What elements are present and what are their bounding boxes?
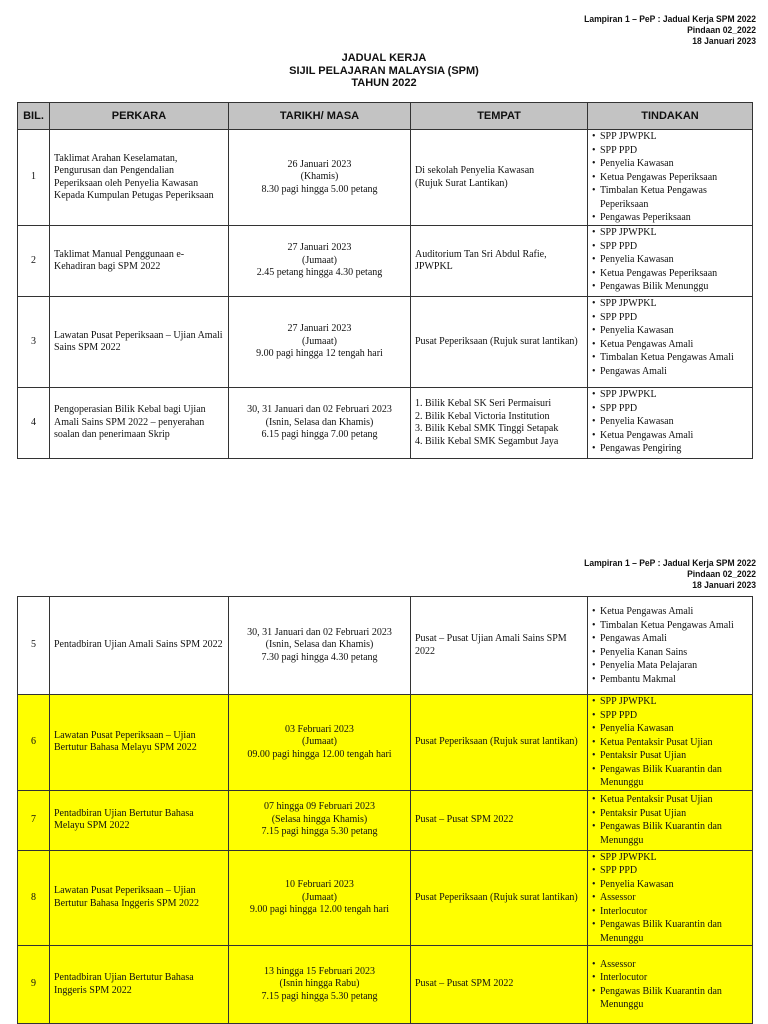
tempat-line: Auditorium Tan Sri Abdul Rafie, JPWPKL	[415, 248, 547, 272]
masa-line: (Selasa hingga Khamis)	[271, 813, 368, 825]
title-line1: JADUAL KERJA	[341, 52, 427, 64]
tempat-cell	[411, 297, 588, 388]
tempat-line: 3. Bilik Kebal SMK Tinggi Setapak	[415, 423, 559, 434]
masa-line: 07 hingga 09 Februari 2023	[263, 801, 376, 813]
row-number: 8	[18, 850, 50, 946]
tindakan-list	[591, 958, 749, 1012]
tarikh-masa-cell	[229, 388, 411, 459]
table-row	[18, 597, 753, 695]
tindakan-item: • Ketua Pengawas Peperiksaan	[591, 267, 749, 281]
row-number: 6	[18, 695, 50, 791]
table-row	[18, 695, 753, 791]
tarikh-masa-cell	[229, 297, 411, 388]
tempat-line: Pusat – Pusat SPM 2022	[415, 813, 514, 825]
tindakan-list	[591, 695, 749, 790]
tempat-line: Pusat – Pusat Ujian Amali Sains SPM 2022	[415, 633, 567, 657]
tindakan-item: • Pengawas Pengiring	[591, 442, 749, 456]
tindakan-item: • Penyelia Kawasan	[591, 324, 749, 338]
tindakan-item: • Ketua Pengawas Amali	[591, 605, 749, 619]
col-tarikh-masa: TARIKH/ MASA	[229, 103, 411, 130]
tempat-line: (Rujuk Surat Lantikan)	[415, 177, 508, 189]
page2-header-ref	[584, 558, 756, 591]
header-line2: Pindaan 02_2022	[687, 569, 756, 580]
tindakan-item: • SPP JPWPKL	[591, 695, 749, 709]
tindakan-item: • SPP JPWPKL	[591, 388, 749, 402]
tempat-cell	[411, 388, 588, 459]
header-line1: Lampiran 1 – PeP : Jadual Kerja SPM 2022	[584, 14, 756, 25]
tindakan-list	[591, 130, 749, 225]
tindakan-cell	[588, 388, 753, 459]
tempat-line: 2. Bilik Kebal Victoria Institution	[415, 410, 550, 422]
tindakan-item: • Pengawas Bilik Menunggu	[591, 280, 749, 294]
tindakan-cell	[588, 297, 753, 388]
masa-line: 7.15 pagi hingga 5.30 petang	[261, 826, 378, 838]
col-bil: BIL.	[18, 103, 50, 130]
tindakan-item: • Ketua Pengawas Amali	[591, 338, 749, 352]
masa-line: 30, 31 Januari dan 02 Februari 2023	[247, 626, 392, 638]
tindakan-item: • Pengawas Bilik Kuarantin dan Menunggu	[591, 918, 749, 945]
perkara-cell: Taklimat Manual Penggunaan e-Kehadiran bagi SPM 2022	[50, 226, 229, 297]
masa-line: 26 Januari 2023	[287, 158, 352, 170]
tempat-line: Pusat Peperiksaan (Rujuk surat lantikan)	[415, 335, 578, 347]
masa-line: (Jumaat)	[302, 335, 337, 347]
tarikh-masa-cell	[229, 790, 411, 850]
row-number: 3	[18, 297, 50, 388]
masa-line: 7.30 pagi hingga 4.30 petang	[261, 651, 378, 663]
tempat-line: 1. Bilik Kebal SK Seri Permaisuri	[415, 398, 552, 409]
tindakan-cell	[588, 226, 753, 297]
tempat-cell	[411, 597, 588, 695]
masa-line: (Isnin, Selasa dan Khamis)	[265, 416, 374, 428]
table-row	[18, 297, 753, 388]
tindakan-item: • SPP JPWPKL	[591, 130, 749, 144]
masa-line: 27 Januari 2023	[287, 323, 352, 335]
title-line2: SIJIL PELAJARAN MALAYSIA (SPM)	[289, 64, 479, 77]
perkara-cell: Pentadbiran Ujian Amali Sains SPM 2022	[50, 597, 229, 695]
tindakan-item: • Pembantu Makmal	[591, 673, 749, 687]
masa-line: (Khamis)	[300, 171, 339, 183]
tindakan-cell	[588, 597, 753, 695]
tindakan-item: • Pengawas Amali	[591, 365, 749, 379]
row-number: 1	[18, 130, 50, 226]
masa-line: (Jumaat)	[302, 891, 337, 903]
tindakan-item: • Penyelia Kawasan	[591, 157, 749, 171]
tempat-cell	[411, 790, 588, 850]
perkara-cell: Lawatan Pusat Peperiksaan – Ujian Amali Sains SPM 2022	[50, 297, 229, 388]
masa-line: 10 Februari 2023	[285, 879, 354, 890]
masa-line: (Jumaat)	[302, 254, 337, 266]
masa-line: (Isnin hingga Rabu)	[279, 978, 360, 990]
tindakan-item: • Assessor	[591, 958, 749, 972]
tindakan-item: • Interlocutor	[591, 905, 749, 919]
masa-line: 30, 31 Januari dan 02 Februari 2023	[247, 404, 392, 416]
tindakan-item: • Timbalan Ketua Pengawas Amali	[591, 351, 749, 365]
tindakan-item: • Pengawas Bilik Kuarantin dan Menunggu	[591, 985, 749, 1012]
perkara-cell: Pentadbiran Ujian Bertutur Bahasa Inggeris SPM 2022	[50, 946, 229, 1024]
row-number: 4	[18, 388, 50, 459]
row-number: 5	[18, 597, 50, 695]
tindakan-item: • SPP PPD	[591, 144, 749, 158]
tindakan-item: • SPP PPD	[591, 240, 749, 254]
perkara-cell: Pengoperasian Bilik Kebal bagi Ujian Amali Sains SPM 2022 – penyerahan soalan dan penerimaan Skrip	[50, 388, 229, 459]
page1-header-ref	[584, 14, 756, 47]
table-row	[18, 790, 753, 850]
masa-line: (Isnin, Selasa dan Khamis)	[265, 639, 374, 651]
table-body-page1	[18, 130, 753, 459]
header-line2: Pindaan 02_2022	[687, 25, 756, 36]
tindakan-item: • Penyelia Kawasan	[591, 722, 749, 736]
table-body-page2	[18, 597, 753, 1024]
masa-line: 27 Januari 2023	[287, 242, 352, 254]
tindakan-item: • Penyelia Kawasan	[591, 878, 749, 892]
schedule-table-page1	[17, 102, 753, 459]
schedule-table-page2	[17, 596, 753, 1024]
tempat-line: Pusat Peperiksaan (Rujuk surat lantikan)	[415, 736, 578, 747]
tempat-cell	[411, 695, 588, 791]
document-title	[0, 52, 768, 90]
title-line3: TAHUN 2022	[351, 77, 417, 89]
perkara-cell: Lawatan Pusat Peperiksaan – Ujian Bertutur Bahasa Inggeris SPM 2022	[50, 850, 229, 946]
table-row	[18, 946, 753, 1024]
tarikh-masa-cell	[229, 946, 411, 1024]
tindakan-item: • Timbalan Ketua Pengawas Peperiksaan	[591, 184, 749, 211]
tindakan-item: • SPP PPD	[591, 311, 749, 325]
tindakan-list	[591, 605, 749, 686]
tindakan-item: • Ketua Pentaksir Pusat Ujian	[591, 736, 749, 750]
perkara-cell: Taklimat Arahan Keselamatan, Pengurusan dan Pengendalian Peperiksaan oleh Penyelia Kawasan Kepada Kumpulan Petugas Peperiksaan	[50, 130, 229, 226]
tindakan-item: • Pengawas Amali	[591, 632, 749, 646]
tempat-cell	[411, 850, 588, 946]
tindakan-cell	[588, 695, 753, 791]
tindakan-item: • Penyelia Mata Pelajaran	[591, 659, 749, 673]
tindakan-item: • SPP PPD	[591, 402, 749, 416]
tindakan-item: • Pengawas Bilik Kuarantin dan Menunggu	[591, 820, 749, 847]
tindakan-list	[591, 226, 749, 294]
tindakan-item: • SPP PPD	[591, 864, 749, 878]
header-line1: Lampiran 1 – PeP : Jadual Kerja SPM 2022	[584, 558, 756, 569]
masa-line: 9.00 pagi hingga 12.00 tengah hari	[249, 904, 390, 915]
tindakan-list	[591, 793, 749, 847]
table-row	[18, 850, 753, 946]
tindakan-item: • SPP JPWPKL	[591, 297, 749, 311]
tarikh-masa-cell	[229, 597, 411, 695]
tindakan-item: • Pentaksir Pusat Ujian	[591, 749, 749, 763]
table-row	[18, 130, 753, 226]
table-row	[18, 388, 753, 459]
col-perkara: PERKARA	[50, 103, 229, 130]
tarikh-masa-cell	[229, 695, 411, 791]
masa-line: 9.00 pagi hingga 12 tengah hari	[256, 348, 383, 360]
row-number: 7	[18, 790, 50, 850]
row-number: 2	[18, 226, 50, 297]
masa-line: 03 Februari 2023	[285, 723, 354, 735]
masa-line: 13 hingga 15 Februari 2023	[263, 965, 376, 977]
tempat-line: 4. Bilik Kebal SMK Segambut Jaya	[415, 435, 559, 447]
tindakan-item: • Ketua Pengawas Amali	[591, 429, 749, 443]
tindakan-item: • Pengawas Bilik Kuarantin dan Menunggu	[591, 763, 749, 790]
tindakan-item: • Timbalan Ketua Pengawas Amali	[591, 619, 749, 633]
tindakan-cell	[588, 850, 753, 946]
col-tempat: TEMPAT	[411, 103, 588, 130]
tindakan-cell	[588, 790, 753, 850]
tempat-line: Pusat Peperiksaan (Rujuk surat lantikan)	[415, 891, 578, 903]
tindakan-item: • Penyelia Kanan Sains	[591, 646, 749, 660]
table-header-row	[18, 103, 753, 130]
tindakan-item: • SPP PPD	[591, 709, 749, 723]
masa-line: 2.45 petang hingga 4.30 petang	[256, 267, 383, 279]
tindakan-item: • Pengawas Peperiksaan	[591, 211, 749, 225]
col-tindakan: TINDAKAN	[588, 103, 753, 130]
tempat-line: Di sekolah Penyelia Kawasan	[415, 165, 535, 176]
header-line3: 18 Januari 2023	[692, 36, 756, 47]
tindakan-item: • SPP JPWPKL	[591, 851, 749, 865]
table-row	[18, 226, 753, 297]
tindakan-item: • Ketua Pentaksir Pusat Ujian	[591, 793, 749, 807]
tarikh-masa-cell	[229, 130, 411, 226]
tempat-cell	[411, 130, 588, 226]
masa-line: 6.15 pagi hingga 7.00 petang	[261, 429, 378, 441]
tindakan-item: • Penyelia Kawasan	[591, 415, 749, 429]
tindakan-cell	[588, 130, 753, 226]
tarikh-masa-cell	[229, 850, 411, 946]
tindakan-item: • Pentaksir Pusat Ujian	[591, 807, 749, 821]
tindakan-list	[591, 297, 749, 378]
tempat-cell	[411, 946, 588, 1024]
tindakan-item: • SPP JPWPKL	[591, 226, 749, 240]
tindakan-item: • Interlocutor	[591, 971, 749, 985]
header-line3: 18 Januari 2023	[692, 580, 756, 591]
tindakan-list	[591, 388, 749, 456]
perkara-cell: Lawatan Pusat Peperiksaan – Ujian Bertutur Bahasa Melayu SPM 2022	[50, 695, 229, 791]
tempat-cell	[411, 226, 588, 297]
tindakan-item: • Penyelia Kawasan	[591, 253, 749, 267]
masa-line: 09.00 pagi hingga 12.00 tengah hari	[247, 748, 392, 760]
tarikh-masa-cell	[229, 226, 411, 297]
tindakan-cell	[588, 946, 753, 1024]
tempat-line: Pusat – Pusat SPM 2022	[415, 978, 514, 990]
tindakan-item: • Ketua Pengawas Peperiksaan	[591, 171, 749, 185]
perkara-cell: Pentadbiran Ujian Bertutur Bahasa Melayu SPM 2022	[50, 790, 229, 850]
masa-line: 7.15 pagi hingga 5.30 petang	[261, 990, 378, 1002]
masa-line: 8.30 pagi hingga 5.00 petang	[261, 183, 378, 195]
masa-line: (Jumaat)	[302, 736, 337, 747]
tindakan-list	[591, 851, 749, 946]
tindakan-item: • Assessor	[591, 891, 749, 905]
row-number: 9	[18, 946, 50, 1024]
